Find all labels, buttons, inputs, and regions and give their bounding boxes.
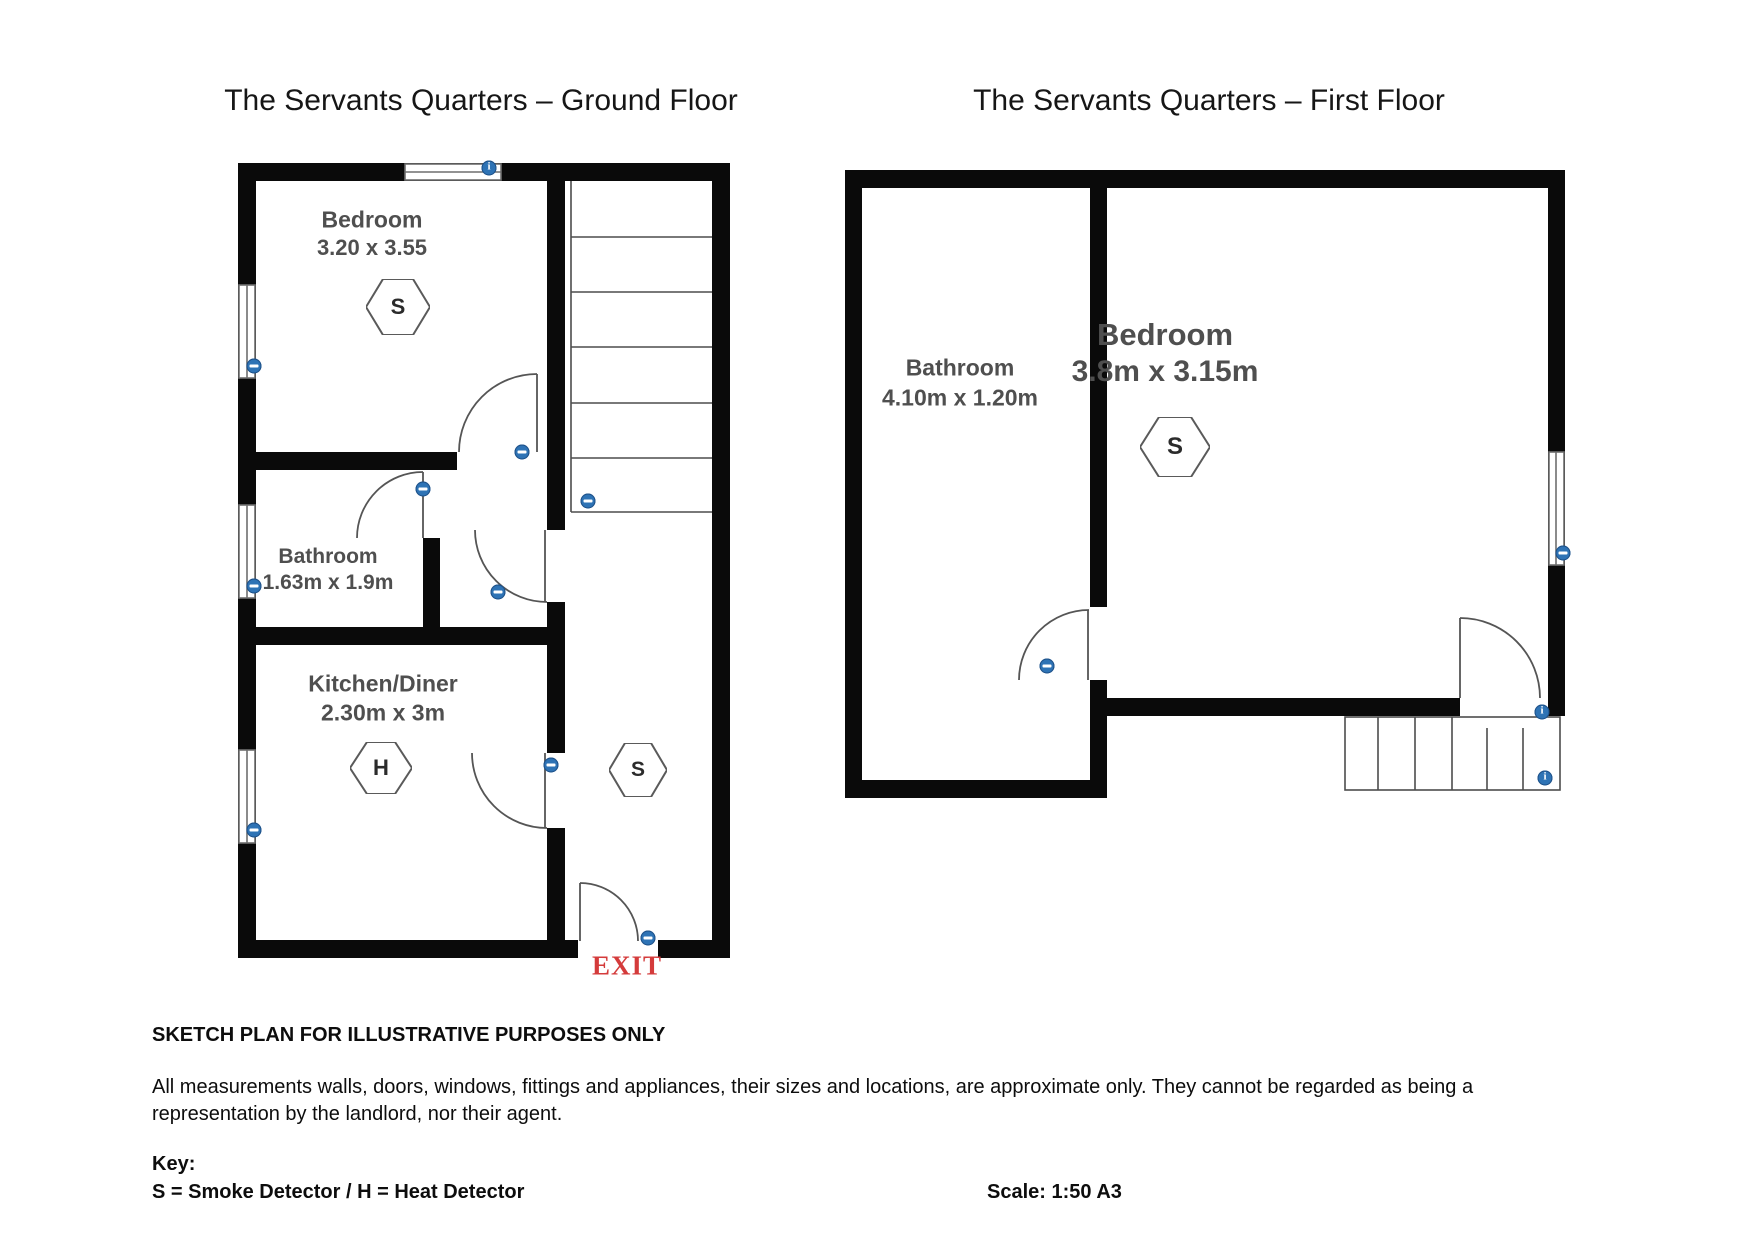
- wall-segment: [547, 181, 565, 530]
- door-arc: [1019, 610, 1089, 680]
- window-sensor-icon: [1556, 546, 1571, 561]
- detector-letter: S: [390, 294, 406, 319]
- wall-segment: [256, 452, 457, 470]
- detector-letter: H: [373, 755, 389, 780]
- key-label: Key:: [152, 1153, 196, 1175]
- door-arc: [472, 753, 547, 828]
- wall-segment: [845, 170, 862, 798]
- first-floor-title: The Servants Quarters – First Floor: [973, 84, 1445, 117]
- door-arc: [1460, 618, 1540, 698]
- door-sensor-icon: [544, 758, 559, 773]
- room-dims-kitchen: 2.30m x 3m: [320, 699, 446, 726]
- info-icon: [482, 161, 497, 176]
- room-name-bathroom-first: Bathroom: [905, 354, 1015, 381]
- room-dims-bedroom-first: 3.8m x 3.15m: [1071, 355, 1259, 388]
- wall-segment: [238, 940, 578, 958]
- window-sensor-icon: [247, 359, 262, 374]
- window-sensor-icon: [247, 579, 262, 594]
- wall-segment: [547, 828, 565, 940]
- first-stairs: [1345, 717, 1560, 790]
- wall-segment: [1090, 680, 1107, 798]
- wall-segment: [658, 940, 730, 958]
- info-icon: [1538, 771, 1553, 786]
- ground-stairs: [571, 181, 712, 512]
- door-sensor-icon: [641, 931, 656, 946]
- detector-letter: S: [630, 758, 645, 781]
- room-dims-bedroom: 3.20 x 3.55: [316, 235, 428, 260]
- room-name-kitchen: Kitchen/Diner: [308, 670, 458, 697]
- stairs-sensor-icon: [581, 494, 596, 509]
- wall-segment: [1090, 188, 1107, 607]
- room-dims-bathroom: 1.63m x 1.9m: [262, 571, 394, 594]
- heat-detector-icon: [350, 742, 412, 794]
- smoke-detector-icon: [366, 279, 430, 335]
- door-arc: [357, 472, 423, 538]
- info-icon: [1535, 705, 1550, 720]
- ground-floor-title: The Servants Quarters – Ground Floor: [224, 84, 738, 117]
- wall-segment: [845, 780, 1107, 798]
- door-sensor-icon: [416, 482, 431, 497]
- door-sensor-icon: [491, 585, 506, 600]
- detector-letter: S: [1166, 433, 1183, 460]
- wall-segment: [238, 163, 256, 958]
- wall-segment: [547, 602, 565, 753]
- exit-label: EXIT: [591, 950, 663, 981]
- room-name-bedroom-first: Bedroom: [1096, 317, 1234, 352]
- scale-text: Scale: 1:50 A3: [987, 1181, 1122, 1203]
- door-arc: [475, 530, 547, 602]
- wall-segment: [712, 163, 730, 958]
- disclaimer-text: All measurements walls, doors, windows, fittings and appliances, their sizes and locations, are approximate only. They cannot be regarded as being a representation by the landlord, nor their agent.: [152, 1076, 1474, 1125]
- window-sensor-icon: [247, 823, 262, 838]
- wall-segment: [1107, 698, 1460, 716]
- room-dims-bathroom-first: 4.10m x 1.20m: [881, 384, 1039, 411]
- sketch-note: SKETCH PLAN FOR ILLUSTRATIVE PURPOSES ONLY: [152, 1024, 666, 1046]
- smoke-detector-icon: [609, 743, 667, 797]
- door-sensor-icon: [515, 445, 530, 460]
- wall-segment: [423, 538, 440, 627]
- smoke-detector-icon: [1140, 417, 1210, 477]
- room-name-bathroom: Bathroom: [278, 545, 378, 568]
- wall-segment: [256, 627, 547, 645]
- wall-segment: [1548, 170, 1565, 716]
- door-sensor-icon: [1040, 659, 1055, 674]
- key-text: S = Smoke Detector / H = Heat Detector: [152, 1181, 525, 1203]
- door-arc: [459, 374, 537, 452]
- room-name-bedroom: Bedroom: [321, 206, 423, 233]
- wall-segment: [845, 170, 1565, 188]
